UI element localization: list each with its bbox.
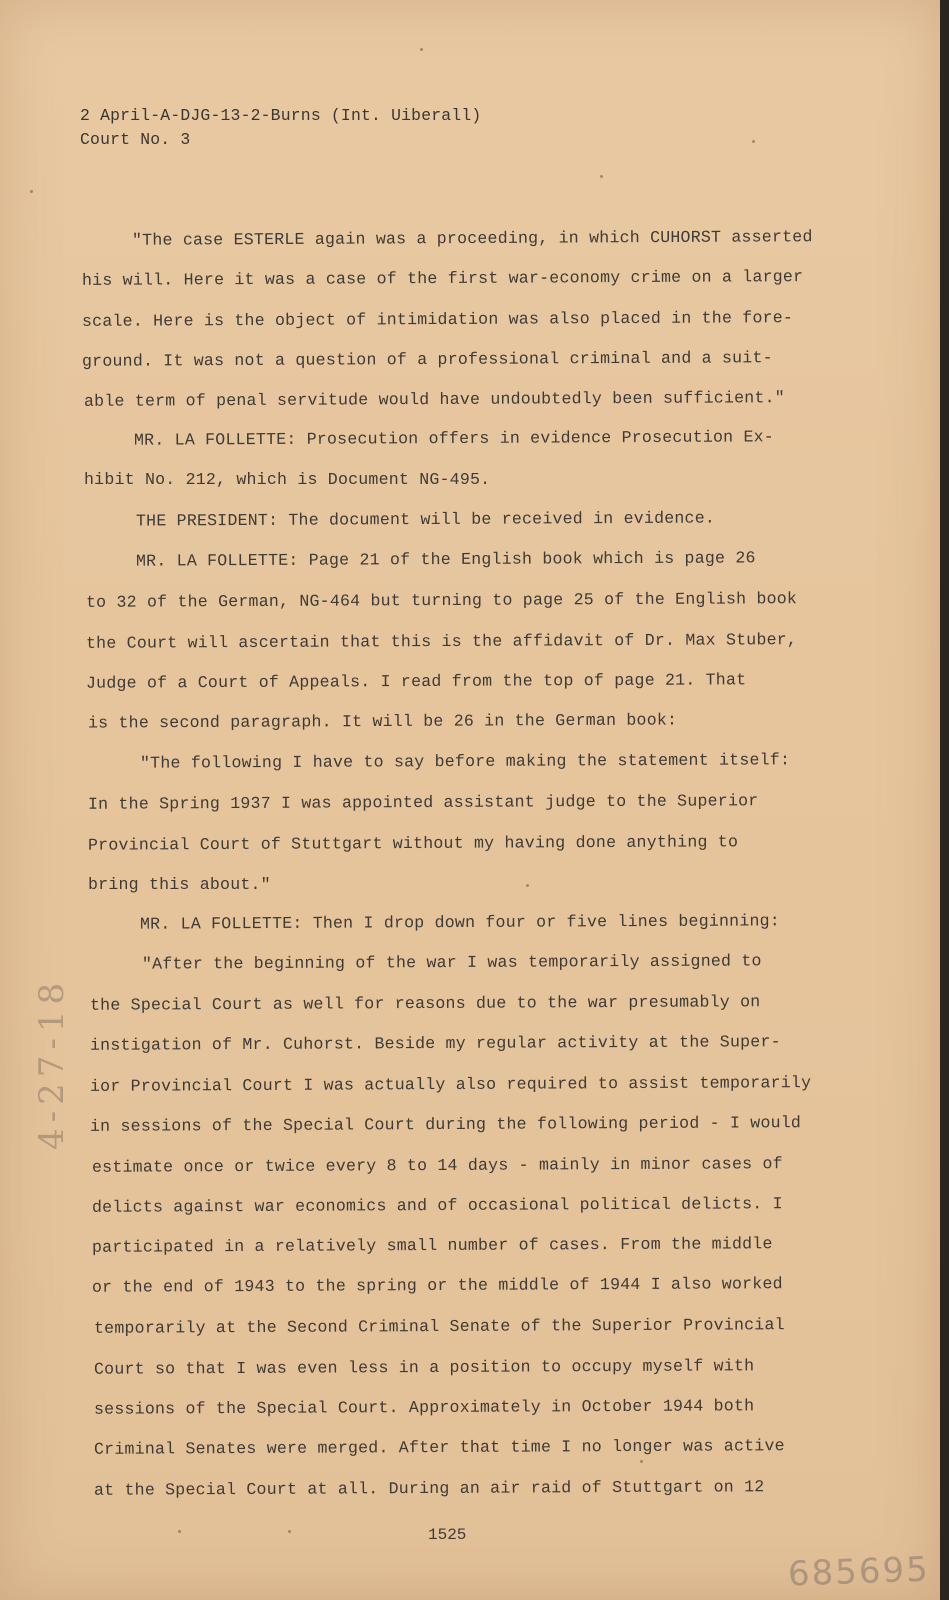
body-line: temporarily at the Second Criminal Senate of the Superior Provincial [93, 1315, 785, 1338]
body-line: Provincial Court of Stuttgart without my having done anything to [87, 832, 739, 855]
body-line: MR. LA FOLLETTE: Page 21 of the English book which is page 26 [135, 548, 756, 571]
scan-edge [940, 0, 949, 1600]
body-line: sessions of the Special Court. Approximately in October 1944 both [93, 1396, 755, 1419]
body-line: "After the beginning of the war I was temporarily assigned to [141, 951, 762, 974]
paper-speck [288, 1530, 291, 1533]
body-line: Judge of a Court of Appeals. I read from the top of page 21. That [85, 670, 747, 693]
body-line: delicts against war economics and of occasional political delicts. I [91, 1194, 783, 1217]
body-line: MR. LA FOLLETTE: Then I drop down four or five lines beginning: [139, 911, 780, 934]
body-line: "The following I have to say before making the statement itself: [139, 750, 791, 773]
body-line: ground. It was not a question of a professional criminal and a suit- [81, 348, 773, 371]
margin-handwritten-note: 4-27-18 [32, 976, 72, 1150]
body-line: the Court will ascertain that this is the affidavit of Dr. Max Stuber, [85, 630, 798, 653]
paper-speck [600, 175, 603, 178]
body-line: able term of penal servitude would have undoubtedly been sufficient." [83, 388, 785, 411]
body-line: Court so that I was even less in a position to occupy myself with [93, 1356, 755, 1379]
paper-speck [752, 140, 755, 143]
body-line: "The case ESTERLE again was a proceeding, in which CUHORST asserted [131, 227, 813, 250]
body-line: hibit No. 212, which is Document NG-495. [84, 470, 491, 489]
body-line: to 32 of the German, NG-464 but turning to page 25 of the English book [85, 589, 798, 612]
body-line: estimate once or twice every 8 to 14 days - mainly in minor cases of [91, 1154, 783, 1177]
body-line: instigation of Mr. Cuhorst. Beside my regular activity at the Super- [89, 1032, 781, 1055]
body-line: Criminal Senates were merged. After that time I no longer was active [93, 1436, 785, 1459]
body-line: scale. Here is the object of intimidation was also placed in the fore- [81, 308, 794, 331]
body-line: participated in a relatively small number of cases. From the middle [91, 1234, 773, 1257]
body-line: his will. Here it was a case of the first war-economy crime on a larger [81, 267, 804, 290]
paper-speck [30, 190, 33, 193]
body-line: THE PRESIDENT: The document will be received in evidence. [135, 508, 716, 531]
body-line: is the second paragraph. It will be 26 in the German book: [87, 710, 678, 733]
paper-speck [178, 1530, 181, 1533]
header-court-number: Court No. 3 [80, 130, 191, 149]
paper-speck [526, 884, 529, 887]
page-number: 1525 [428, 1526, 467, 1544]
paper-speck [640, 1460, 643, 1463]
body-line: at the Special Court at all. During an air raid of Stuttgart on 12 [93, 1477, 765, 1500]
header-case-reference: 2 April-A-DJG-13-2-Burns (Int. Uiberall) [80, 106, 482, 125]
body-line: ior Provincial Court I was actually also required to assist temporarily [89, 1073, 812, 1096]
body-line: or the end of 1943 to the spring or the middle of 1944 I also worked [91, 1274, 783, 1297]
body-line: in sessions of the Special Court during the following period - I would [89, 1113, 802, 1136]
paper-speck [420, 48, 423, 51]
body-line: MR. LA FOLLETTE: Prosecution offers in evidence Prosecution Ex- [133, 427, 774, 450]
body-line: In the Spring 1937 I was appointed assistant judge to the Superior [87, 791, 759, 814]
body-line: the Special Court as well for reasons due to the war presumably on [89, 992, 761, 1015]
document-stamp-number: 685695 [787, 1549, 931, 1595]
body-line: bring this about." [88, 875, 271, 894]
